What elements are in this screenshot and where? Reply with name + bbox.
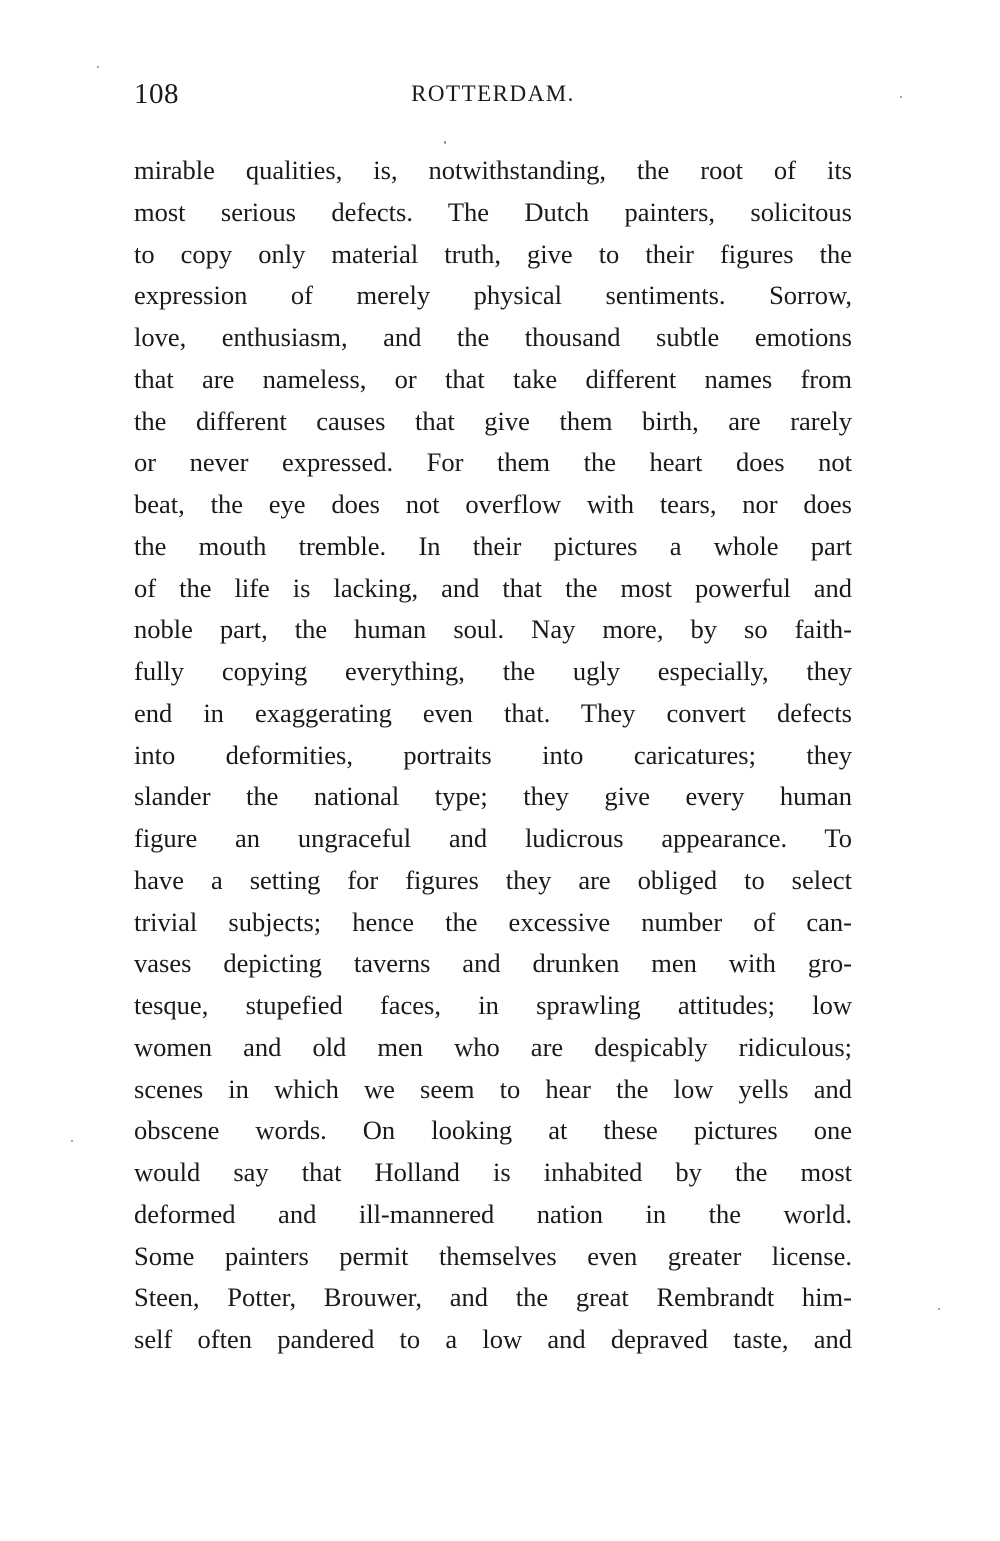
text-line: noble part, the human soul. Nay more, by so faith-: [134, 614, 852, 645]
text-line: figure an ungraceful and ludicrous appearance. To: [134, 823, 852, 853]
text-line: have a setting for figures they are obliged to select: [134, 864, 852, 895]
text-line: tesque, stupefied faces, in sprawling attitudes; low: [134, 990, 852, 1020]
text-line: mirable qualities, is, notwithstanding, the root of its: [134, 155, 852, 185]
text-line: to copy only material truth, give to their figures the: [134, 238, 852, 269]
running-head: ROTTERDAM.: [411, 81, 575, 106]
text-line: expression of merely physical sentiments. Sorrow,: [134, 280, 852, 311]
text-line: love, enthusiasm, and the thousand subtle emotions: [134, 322, 852, 352]
page-number: 108: [134, 78, 179, 110]
text-line: women and old men who are despicably ridiculous;: [134, 1031, 852, 1062]
text-line: Steen, Potter, Brouwer, and the great Rembrandt him-: [134, 1282, 852, 1313]
text-line: the mouth tremble. In their pictures a whole part: [134, 530, 852, 561]
text-line: into deformities, portraits into caricatures; they: [134, 739, 852, 770]
text-line: fully copying everything, the ugly especially, they: [134, 656, 852, 686]
text-line: most serious defects. The Dutch painters, solicitous: [134, 196, 852, 227]
text-line: scenes in which we seem to hear the low yells and: [134, 1073, 852, 1104]
paper-speck: [71, 1140, 73, 1142]
text-line: the different causes that give them birth, are rarely: [134, 405, 852, 436]
text-line: of the life is lacking, and that the most powerful and: [134, 572, 852, 603]
paper-speck: [97, 66, 99, 68]
paper-speck: [900, 96, 902, 98]
text-line: vases depicting taverns and drunken men with gro-: [134, 948, 852, 979]
text-line: beat, the eye does not overflow with tears, nor does: [134, 489, 852, 519]
text-line: that are nameless, or that take different names from: [134, 363, 852, 394]
text-line: trivial subjects; hence the excessive number of can-: [134, 906, 852, 937]
text-line: end in exaggerating even that. They convert defects: [134, 697, 852, 728]
text-line: self often pandered to a low and depraved taste, and: [134, 1324, 852, 1354]
paper-speck: [938, 1308, 940, 1310]
page-header: [134, 78, 852, 118]
text-line: obscene words. On looking at these pictures one: [134, 1115, 852, 1146]
paper-speck: [444, 141, 446, 144]
body-text: [134, 150, 852, 1361]
text-line: would say that Holland is inhabited by the most: [134, 1157, 852, 1187]
text-line: slander the national type; they give every human: [134, 781, 852, 812]
text-line: or never expressed. For them the heart does not: [134, 447, 852, 478]
text-line: Some painters permit themselves even greater license.: [134, 1240, 852, 1271]
text-line: deformed and ill-mannered nation in the world.: [134, 1198, 852, 1229]
